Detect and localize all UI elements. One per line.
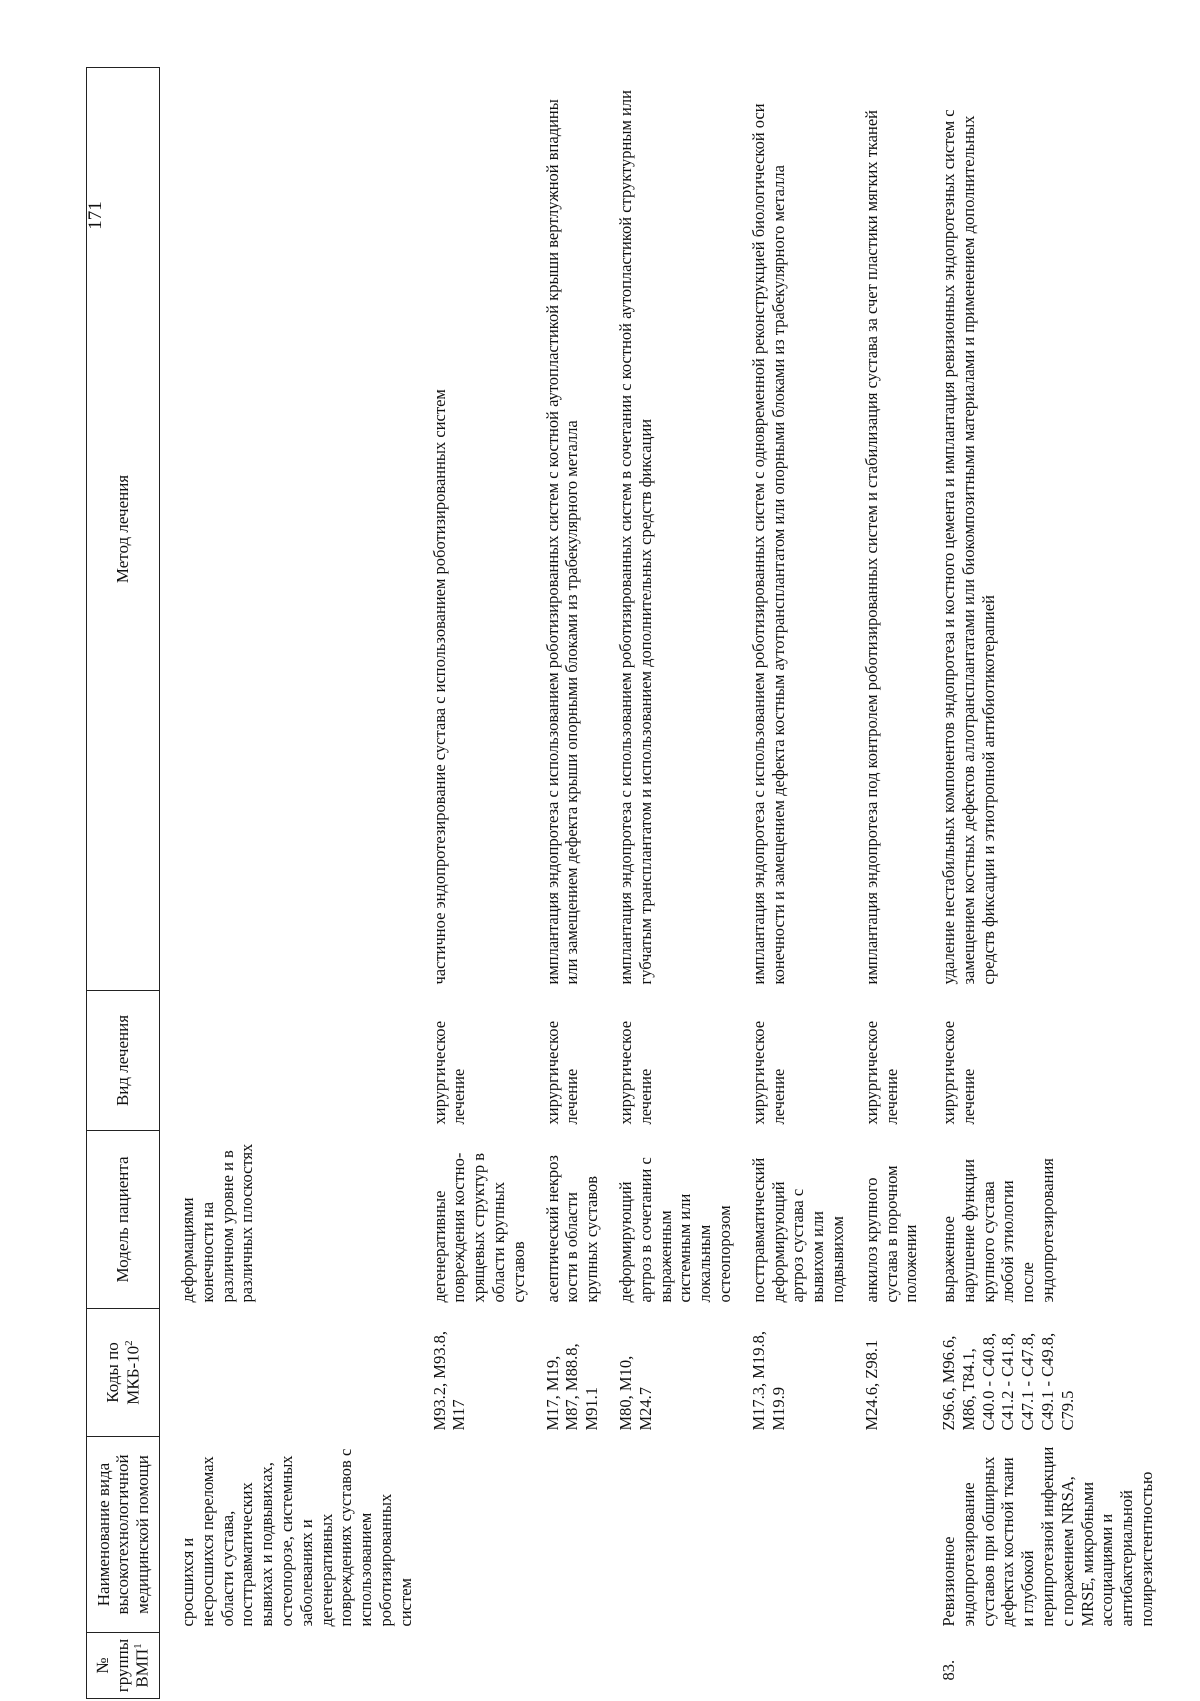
vmp-table: [86, 67, 1157, 1699]
cell-care-type-name: [529, 1437, 602, 1633]
header-treatment-method: Метод лечения: [87, 68, 160, 991]
cell-group-number: [735, 1633, 848, 1699]
cell-icd-codes: [160, 1309, 416, 1437]
cell-treatment-kind: хирургическое лечение: [748, 1020, 788, 1125]
cell-care-type-name: сросшихся и несросшихся переломах области сустава, посттравматических вывихах и подвывихах, остеопорозе, системных заболеваниях и дегенеративных повреждениях суставов с использованием роботизированных систем: [178, 1448, 415, 1627]
cell-treatment-kind: хирургическое лечение: [615, 1020, 655, 1125]
table-row: [735, 68, 848, 1699]
table-header-row: [87, 68, 160, 1699]
cell-treatment-method: удаление нестабильных компонентов эндопротеза и костного цемента и имплантация ревизионных эндопротезных систем с замещением костных дефектов аллотрансплантатами или биокомпозитными материалами и применением дополнительных средств фиксации и этиотропной антибиотикотерапией: [939, 109, 998, 985]
table-row: [602, 68, 735, 1699]
cell-icd-codes: M80, M10, M24.7: [615, 1355, 655, 1431]
cell-icd-codes: M93.2, M93.8, M17: [429, 1331, 469, 1431]
cell-care-type-name: Ревизионное эндопротезирование суставов при обширных дефектах костной ткани и глубокой перипротезной инфекции с поражением NRSA, MRSE, микробными ассоциациями и антибактериальной полирезистентностью: [939, 1446, 1157, 1627]
cell-patient-model: деформирующий артроз в сочетании с выраженным системным или локальным остеопорозом: [615, 1157, 734, 1303]
cell-group-number: [529, 1633, 602, 1699]
cell-icd-codes: M17.3, M19.8, M19.9: [748, 1331, 788, 1431]
cell-group-number: [416, 1633, 529, 1699]
header-treatment-kind: Вид лечения: [87, 991, 160, 1131]
cell-care-type-name: [735, 1437, 848, 1633]
cell-patient-model: выраженное нарушение функции крупного сустава любой этиологии после эндопротезирования: [939, 1158, 1058, 1303]
table-row: [921, 68, 1157, 1699]
cell-group-number: [602, 1633, 735, 1699]
cell-treatment-kind: хирургическое лечение: [939, 1020, 978, 1125]
header-care-type-name: Наименование вида высокотехнологичной медицинской помощи: [87, 1437, 160, 1633]
cell-treatment-method: имплантация эндопротеза с использованием роботизированных систем с костной аутопластикой крыши вертлужной впадины или замещением дефекта крыши опорными блоками из трабекулярного металла: [542, 99, 582, 985]
cell-treatment-kind: [160, 991, 416, 1131]
cell-treatment-kind: хирургическое лечение: [861, 1020, 901, 1125]
table-row: [416, 68, 529, 1699]
header-group-number: № группы ВМП$^1$: [87, 1633, 160, 1699]
cell-patient-model: дегенеративные повреждения костно-хрящевых структур в области крупных суставов: [429, 1152, 528, 1303]
table-row: [160, 68, 416, 1699]
cell-patient-model: деформациями конечности на различном уровне и в различных плоскостях: [178, 1143, 257, 1303]
cell-patient-model: анкилоз крупного сустава в порочном положении: [861, 1165, 921, 1303]
cell-treatment-kind: хирургическое лечение: [429, 1020, 469, 1125]
cell-icd-codes: Z96.6, M96.6, M86, T84.1, C40.0 - C40.8, C41.2 - C41.8, C47.1 - C47.8, C49.1 - C49.8, C79.5: [939, 1332, 1077, 1431]
cell-icd-codes: M24.6, Z98.1: [861, 1339, 881, 1431]
cell-care-type-name: [416, 1437, 529, 1633]
rotated-table-container: [86, 67, 1157, 1699]
cell-treatment-method: имплантация эндопротеза с использованием роботизированных систем в сочетании с костной аутопластикой структурным или губчатым трансплантатом и использованием дополнительных средств фиксации: [615, 90, 655, 985]
cell-group-number: 83.: [939, 1659, 959, 1681]
header-patient-model: Модель пациента: [87, 1131, 160, 1309]
cell-treatment-method: [160, 68, 416, 991]
header-icd-codes: Коды по МКБ-$10^2$: [87, 1309, 160, 1437]
cell-patient-model: посттравматический деформирующий артроз сустава с вывихом или подвывихом: [748, 1157, 847, 1303]
cell-treatment-method: частичное эндопротезирование сустава с использованием роботизированных систем: [429, 389, 449, 985]
cell-treatment-method: имплантация эндопротеза с использованием роботизированных систем с одновременной реконструкцией биологической оси конечности и замещением дефекта костным аутотрансплантатом или опорными блоками из трабекулярного металла: [748, 103, 788, 985]
table-row: [848, 68, 921, 1699]
table-row: [529, 68, 602, 1699]
cell-care-type-name: [848, 1437, 921, 1633]
cell-icd-codes: M17, M19, M87, M88.8, M91.1: [542, 1343, 602, 1431]
cell-group-number: [160, 1633, 416, 1699]
cell-patient-model: асептический некроз кости в области крупных суставов: [542, 1155, 602, 1303]
cell-care-type-name: [602, 1437, 735, 1633]
cell-treatment-kind: хирургическое лечение: [542, 1020, 582, 1125]
cell-group-number: [848, 1633, 921, 1699]
cell-treatment-method: имплантация эндопротеза под контролем роботизированных систем и стабилизация сустава за счет пластики мягких тканей: [861, 110, 881, 985]
page-number: 171: [85, 201, 106, 230]
